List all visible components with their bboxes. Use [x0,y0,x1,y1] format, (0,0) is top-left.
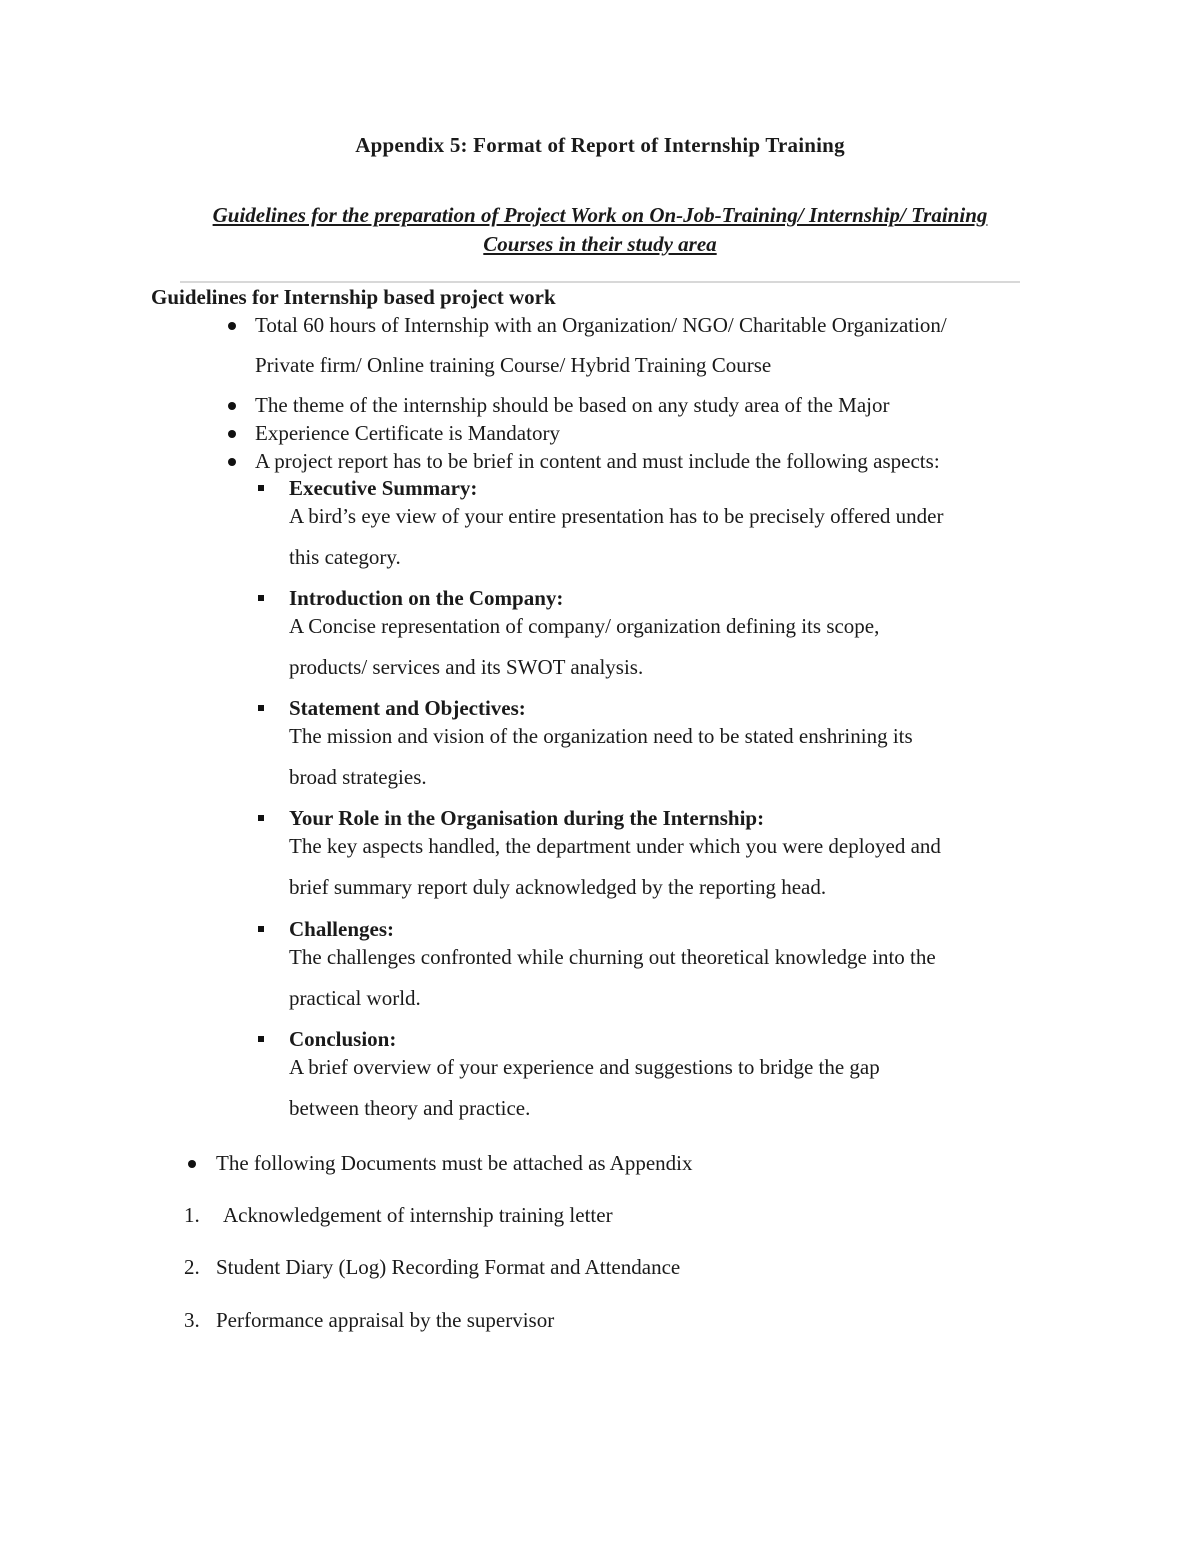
list-number: 3. [184,1308,200,1332]
square-bullet-icon [258,485,264,491]
aspect-text-line-1: The key aspects handled, the department under which you were deployed and [289,834,941,858]
bullet-icon [228,430,236,438]
appendix-bullet: The following Documents must be attached as Appendix [216,1151,693,1175]
aspect-heading: Statement and Objectives: [289,696,526,720]
appendix-item-1: Acknowledgement of internship training letter [223,1203,613,1227]
square-bullet-icon [258,595,264,601]
aspect-heading: Introduction on the Company: [289,586,564,610]
bullet-2: The theme of the internship should be based on any study area of the Major [255,393,890,417]
bullet-1-line-2: Private firm/ Online training Course/ Hybrid Training Course [255,353,772,377]
aspect-text-line-2: products/ services and its SWOT analysis. [289,655,644,679]
bullet-icon [228,322,236,330]
aspect-text-line-2: brief summary report duly acknowledged by the reporting head. [289,875,827,899]
bullet-1-line-1: Total 60 hours of Internship with an Organization/ NGO/ Charitable Organization/ [255,313,947,337]
aspect-text-line-1: The challenges confronted while churning out theoretical knowledge into the [289,945,936,969]
bullet-3: Experience Certificate is Mandatory [255,421,560,445]
page-title: Appendix 5: Format of Report of Internship Training [355,133,845,157]
appendix-item-2: Student Diary (Log) Recording Format and Attendance [216,1255,681,1279]
aspect-text-line-2: between theory and practice. [289,1096,531,1120]
aspect-text-line-1: The mission and vision of the organization need to be stated enshrining its [289,724,913,748]
section-heading: Guidelines for Internship based project work [151,285,556,309]
aspect-heading: Executive Summary: [289,476,478,500]
aspect-heading: Challenges: [289,917,394,941]
subtitle-line-2: Courses in their study area [483,232,717,256]
list-number: 2. [184,1255,200,1279]
square-bullet-icon [258,705,264,711]
list-number: 1. [184,1203,200,1227]
aspect-text-line-2: broad strategies. [289,765,427,789]
square-bullet-icon [258,1036,264,1042]
aspect-text-line-1: A bird’s eye view of your entire presentation has to be precisely offered under [289,504,944,528]
aspect-text-line-1: A Concise representation of company/ organization defining its scope, [289,614,880,638]
aspect-text-line-2: this category. [289,545,401,569]
bullet-4: A project report has to be brief in content and must include the following aspects: [255,449,940,473]
square-bullet-icon [258,926,264,932]
bullet-icon [188,1160,196,1168]
bullet-icon [228,402,236,410]
aspect-text-line-1: A brief overview of your experience and suggestions to bridge the gap [289,1055,880,1079]
aspect-heading: Your Role in the Organisation during the Internship: [289,806,765,830]
bullet-icon [228,458,236,466]
aspect-text-line-2: practical world. [289,986,421,1010]
appendix-item-3: Performance appraisal by the supervisor [216,1308,555,1332]
divider [180,281,1020,283]
subtitle-line-1: Guidelines for the preparation of Project Work on On-Job-Training/ Internship/ Training [212,203,988,227]
aspect-heading: Conclusion: [289,1027,397,1051]
square-bullet-icon [258,815,264,821]
